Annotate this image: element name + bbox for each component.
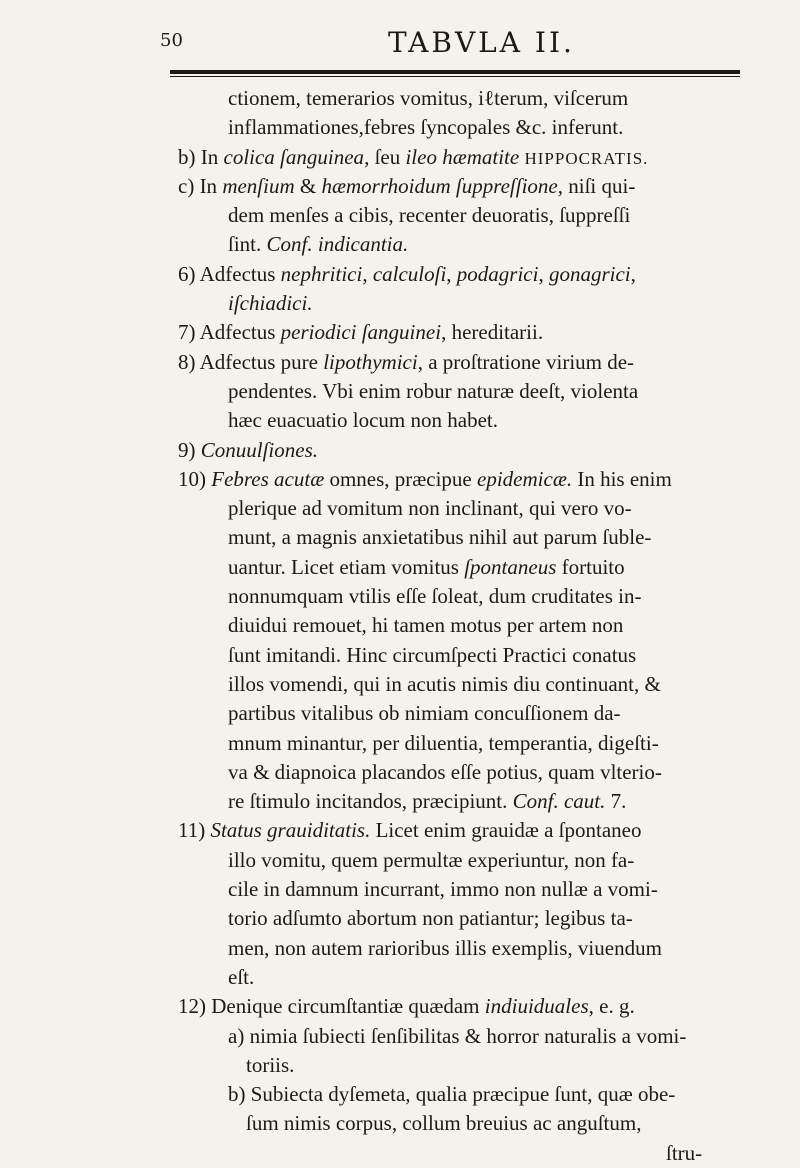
italic-span: gonagrici <box>548 261 631 286</box>
text-line <box>178 963 738 992</box>
text-line <box>178 729 738 758</box>
text-span: , <box>630 261 636 286</box>
text-span: plerique ad vomitum non inclinant, qui vero vo- <box>228 496 632 521</box>
text-line <box>178 582 738 611</box>
text-span: 10) <box>178 466 212 491</box>
text-line <box>178 934 738 963</box>
text-span: ſum nimis corpus, collum breuius ac anguſtum, <box>246 1111 642 1136</box>
text-line <box>178 465 738 494</box>
text-span: In his enim <box>572 466 672 491</box>
italic-span: periodici ſanguinei <box>280 320 442 345</box>
text-span: b) Subiecta dyſemeta, qualia præcipue ſunt, quæ obe- <box>228 1082 676 1107</box>
text-span: dem menſes a cibis, recenter deuoratis, ſuppreſſi <box>228 203 631 228</box>
italic-span: Conf. indicantia. <box>266 232 409 257</box>
text-line <box>178 260 738 289</box>
text-span: omnes, præcipue <box>324 466 478 491</box>
text-span: cile in damnum incurrant, immo non nullæ a vomi- <box>228 877 658 902</box>
text-span: Licet enim grauidæ a ſpontaneo <box>370 818 642 843</box>
text-line <box>178 348 738 377</box>
text-line <box>178 1022 738 1051</box>
italic-span: epidemicæ. <box>477 466 573 491</box>
text-line <box>178 84 738 113</box>
text-line <box>178 523 738 552</box>
italic-span: Febres acutæ <box>211 466 325 491</box>
text-line <box>178 113 738 142</box>
italic-span: indiuiduales <box>484 994 589 1019</box>
text-line <box>178 1051 738 1080</box>
italic-span: iſchiadici. <box>228 291 313 316</box>
text-span: ſtru- <box>666 1140 703 1165</box>
text-span: partibus vitalibus ob nimiam concuſſionem da- <box>228 701 621 726</box>
text-span: men, non autem rarioribus illis exemplis, viuendum <box>228 935 662 960</box>
text-span: 6) Adfectus <box>178 261 281 286</box>
header-rule-thin <box>170 76 740 77</box>
text-line <box>178 641 738 670</box>
text-span: & <box>294 173 322 198</box>
text-span: 7) Adfectus <box>178 320 281 345</box>
text-span: a) nimia ſubiecti ſenſibilitas & horror naturalis a vomi- <box>228 1023 687 1048</box>
italic-span: ileo hæmatite <box>405 144 520 169</box>
page-number: 50 <box>160 30 183 51</box>
text-span: , niſi qui- <box>557 173 636 198</box>
text-span: , <box>538 261 549 286</box>
text-span: inflammationes,febres ſyncopales &c. inferunt. <box>228 115 624 140</box>
text-span: illos vomendi, qui in acutis nimis diu continuant, & <box>228 671 661 696</box>
italic-span: calculoſi <box>372 261 447 286</box>
text-span: munt, a magnis anxietatibus nihil aut parum ſuble- <box>228 525 652 550</box>
text-line <box>178 699 738 728</box>
text-line <box>178 201 738 230</box>
italic-span: hæmorrhoidum ſuppreſſione <box>321 173 558 198</box>
text-span: 7. <box>605 789 627 814</box>
text-line <box>178 904 738 933</box>
italic-span: podagrici <box>456 261 539 286</box>
body-text <box>178 84 738 1168</box>
text-span: ſunt imitandi. Hinc circumſpecti Practici conatus <box>228 642 637 667</box>
text-line <box>178 1139 738 1168</box>
header-rule-thick <box>170 70 740 74</box>
text-span: , <box>362 261 373 286</box>
text-span: uantur. Licet etiam vomitus <box>228 554 465 579</box>
text-line <box>178 875 738 904</box>
text-line <box>178 289 738 318</box>
running-title: TABVLA II. <box>388 26 575 59</box>
text-span: , ſeu <box>364 144 406 169</box>
italic-span: ſpontaneus <box>464 554 557 579</box>
text-line <box>178 1080 738 1109</box>
text-line <box>178 846 738 875</box>
text-span: va & diapnoica placandos eſſe potius, quam vlterio- <box>228 759 662 784</box>
text-span: mnum minantur, per diluentia, temperantia, digeſti- <box>228 730 659 755</box>
text-span: 12) Denique circumſtantiæ quædam <box>178 994 485 1019</box>
italic-span: menſium <box>222 173 295 198</box>
text-span: illo vomitu, quem permultæ experiuntur, non fa- <box>228 847 635 872</box>
text-line <box>178 494 738 523</box>
text-line <box>178 377 738 406</box>
text-span: , a proſtratione virium de- <box>417 349 635 374</box>
text-line <box>178 670 738 699</box>
text-span: c) In <box>178 173 223 198</box>
text-line <box>178 436 738 465</box>
text-line <box>178 172 738 201</box>
text-span: hæc euacuatio locum non habet. <box>228 408 498 433</box>
text-span: eſt. <box>228 964 255 989</box>
text-span: ſint. <box>228 232 267 257</box>
italic-span: lipothymici <box>323 349 418 374</box>
text-line <box>178 1109 738 1138</box>
text-line <box>178 758 738 787</box>
text-span: ctionem, temerarios vomitus, iℓterum, viſcerum <box>228 86 629 110</box>
text-span: toriis. <box>246 1052 295 1077</box>
text-span: fortuito <box>556 554 625 579</box>
text-span: 8) Adfectus pure <box>178 349 324 374</box>
text-line <box>178 553 738 582</box>
text-span: diuidui remouet, hi tamen motus per artem non <box>228 613 624 638</box>
italic-span: nephritici <box>280 261 363 286</box>
text-span: 11) <box>178 818 211 843</box>
text-line <box>178 406 738 435</box>
text-span: b) In <box>178 144 224 169</box>
text-span: pendentes. Vbi enim robur naturæ deeſt, violenta <box>228 378 639 403</box>
text-span: , <box>446 261 457 286</box>
text-line <box>178 230 738 259</box>
text-line <box>178 611 738 640</box>
text-span: , e. g. <box>588 994 635 1019</box>
italic-span: Conf. caut. <box>512 789 606 814</box>
text-line <box>178 992 738 1021</box>
text-line <box>178 318 738 347</box>
text-line <box>178 816 738 845</box>
text-span: re ſtimulo incitandos, præcipiunt. <box>228 789 513 814</box>
text-span: 9) <box>178 437 201 462</box>
text-span: torio adſumto abortum non patiantur; legibus ta- <box>228 906 633 931</box>
italic-span: Conuulſiones. <box>200 437 319 462</box>
text-line <box>178 143 738 172</box>
text-span: nonnumquam vtilis eſſe ſoleat, dum cruditates in- <box>228 584 642 609</box>
text-span: HIPPOCRATIS. <box>519 148 649 168</box>
italic-span: colica ſanguinea <box>223 144 365 169</box>
italic-span: Status grauiditatis. <box>210 818 371 843</box>
text-span: , hereditarii. <box>441 320 544 345</box>
text-line <box>178 787 738 816</box>
